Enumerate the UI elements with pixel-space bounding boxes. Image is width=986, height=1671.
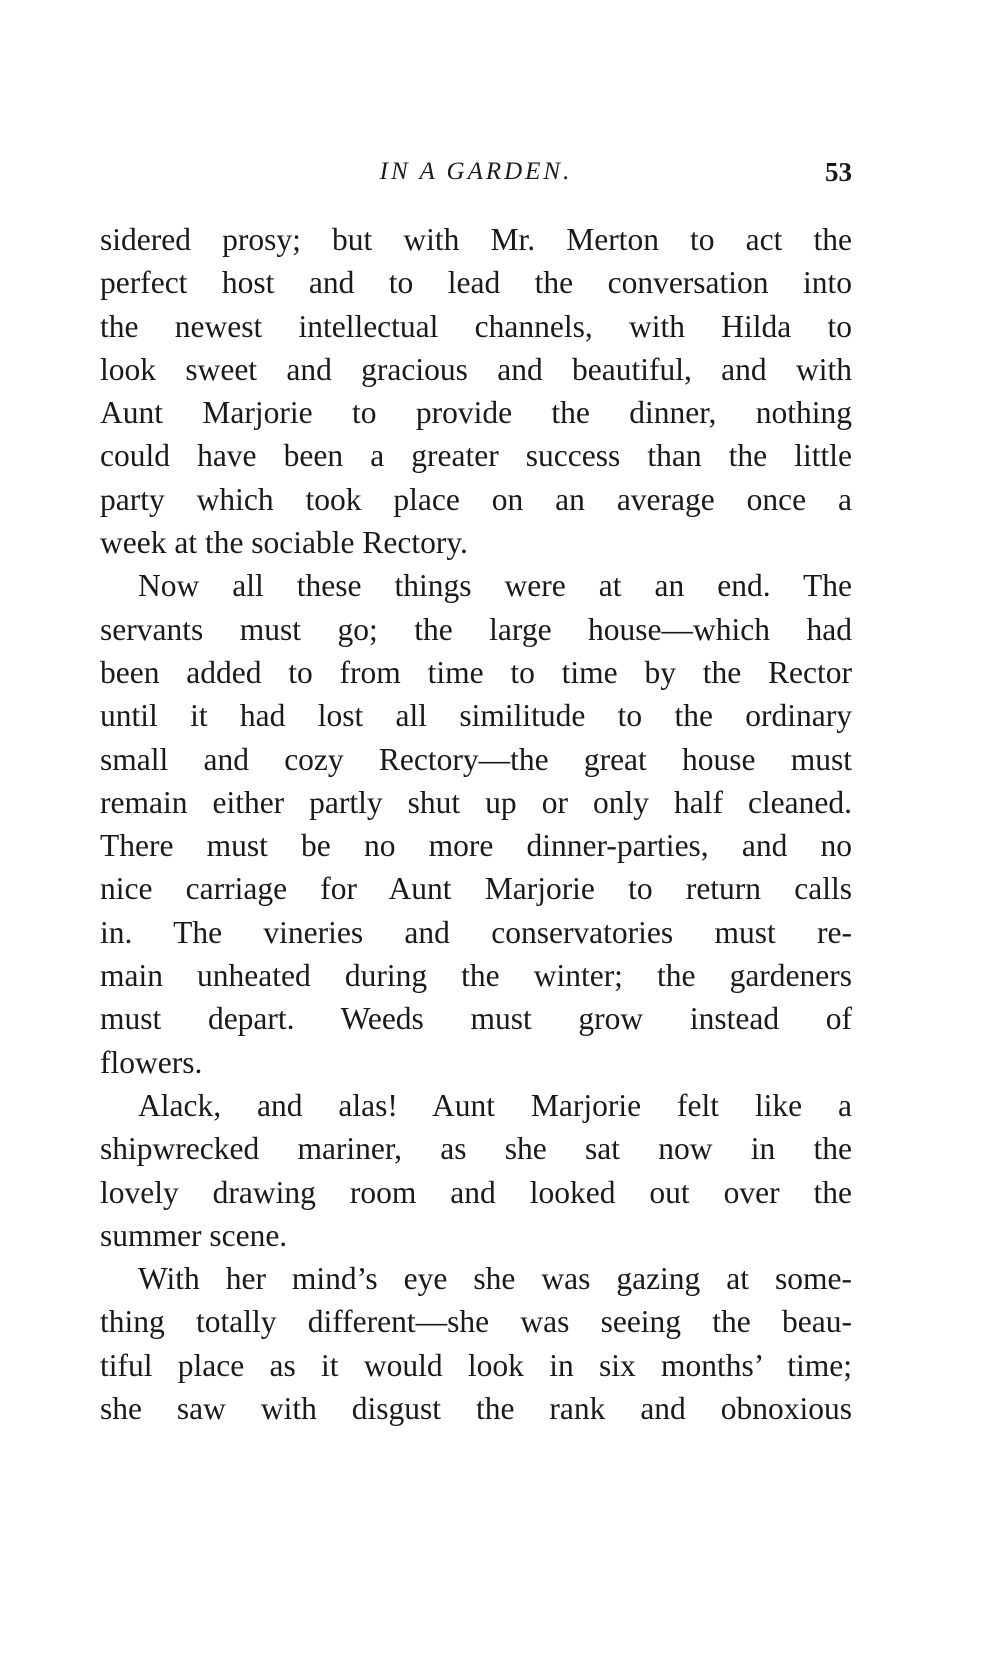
text-line: tiful place as it would look in six months’ time; bbox=[100, 1347, 852, 1383]
text-line: could have been a greater success than the little bbox=[100, 438, 852, 474]
body-text bbox=[100, 218, 852, 1430]
text-line: party which took place on an average once a bbox=[100, 481, 852, 517]
text-line: in. The vineries and conservatories must re- bbox=[100, 914, 852, 950]
paragraph-4 bbox=[100, 1257, 852, 1430]
running-head bbox=[100, 152, 852, 192]
text-line: been added to from time to time by the Rector bbox=[100, 654, 852, 690]
text-line: remain either partly shut up or only half cleaned. bbox=[100, 784, 852, 820]
text-line: look sweet and gracious and beautiful, and with bbox=[100, 351, 852, 387]
text-line: flowers. bbox=[100, 1044, 203, 1080]
paragraph-3 bbox=[100, 1084, 852, 1257]
text-line: With her mind’s eye she was gazing at some- bbox=[138, 1261, 852, 1297]
text-line: main unheated during the winter; the gardeners bbox=[100, 958, 852, 994]
text-line: the newest intellectual channels, with Hilda to bbox=[100, 308, 852, 344]
text-line: Aunt Marjorie to provide the dinner, nothing bbox=[100, 395, 852, 431]
text-line: week at the sociable Rectory. bbox=[100, 525, 468, 561]
text-line: shipwrecked mariner, as she sat now in the bbox=[100, 1131, 852, 1167]
text-line: small and cozy Rectory—the great house must bbox=[100, 741, 852, 777]
text-line: she saw with disgust the rank and obnoxious bbox=[100, 1391, 852, 1427]
text-line: Now all these things were at an end. The bbox=[138, 568, 852, 604]
text-line: nice carriage for Aunt Marjorie to return calls bbox=[100, 871, 852, 907]
text-line: Alack, and alas! Aunt Marjorie felt like a bbox=[138, 1087, 852, 1123]
text-line: lovely drawing room and looked out over the bbox=[100, 1174, 852, 1210]
text-line: thing totally different—she was seeing the beau- bbox=[100, 1304, 852, 1340]
text-line: summer scene. bbox=[100, 1217, 288, 1253]
paragraph-1 bbox=[100, 218, 852, 564]
text-line: until it had lost all similitude to the ordinary bbox=[100, 698, 852, 734]
text-line: servants must go; the large house—which had bbox=[100, 611, 852, 647]
text-line: sidered prosy; but with Mr. Merton to act the bbox=[100, 222, 852, 257]
page-number: 53 bbox=[825, 157, 852, 187]
text-line: perfect host and to lead the conversation into bbox=[100, 265, 852, 301]
text-line: There must be no more dinner-parties, and no bbox=[100, 828, 852, 864]
paragraph-2 bbox=[100, 564, 852, 1084]
running-title: IN A GARDEN. bbox=[379, 158, 573, 185]
text-line: must depart. Weeds must grow instead of bbox=[100, 1001, 852, 1037]
